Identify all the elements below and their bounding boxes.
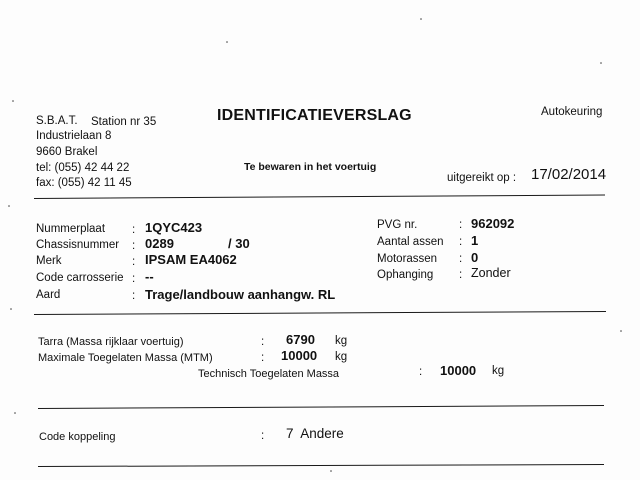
sep-mtm: : [261,352,265,364]
company-street: Industrielaan 8 [36,130,112,142]
issued-date: 17/02/2014 [531,166,607,183]
sep-merk: : [132,256,136,268]
sep-nummerplaat: : [132,224,136,236]
label-aard: Aard [36,289,61,301]
company-fax: fax: (055) 42 11 45 [36,177,132,189]
document-category: Autokeuring [541,106,603,118]
document-title: IDENTIFICATIEVERSLAG [217,107,412,124]
label-code-koppeling: Code koppeling [39,431,116,443]
unit-mtm: kg [335,351,348,363]
label-pvg-nr: PVG nr. [377,219,418,231]
sep-code-carrosserie: : [132,273,136,285]
scan-speck [620,330,622,332]
value-chassisnummer-extra: / 30 [228,236,250,251]
label-mtm: Maximale Toegelaten Massa (MTM) [38,352,213,364]
sep-pvg-nr: : [459,219,463,231]
value-ophanging: Zonder [471,266,511,280]
label-nummerplaat: Nummerplaat [36,223,106,235]
value-code-carrosserie: -- [145,269,154,284]
value-tarra: 6790 [286,332,315,347]
value-mtm: 10000 [281,348,318,363]
value-pvg-nr: 962092 [471,216,515,231]
value-code-koppeling: 7 Andere [286,426,344,441]
scan-speck [12,100,14,102]
label-merk: Merk [36,255,62,267]
divider-line [38,405,604,409]
unit-technisch: kg [492,365,505,377]
scan-speck [330,470,332,472]
value-merk: IPSAM EA4062 [145,252,237,267]
value-aard: Trage/landbouw aanhangw. RL [145,287,336,302]
divider-line [38,464,604,467]
divider-line [34,311,606,315]
sep-tarra: : [261,336,265,348]
company-name: S.B.A.T. [36,115,78,127]
company-tel: tel: (055) 42 44 22 [36,162,130,174]
issued-label: uitgereikt op : [447,172,517,184]
unit-tarra: kg [335,335,348,347]
document-subtitle: Te bewaren in het voertuig [244,161,377,173]
company-city: 9660 Brakel [36,146,98,158]
sep-chassisnummer: : [132,240,136,252]
scan-speck [420,18,422,20]
label-ophanging: Ophanging [377,269,434,281]
label-aantal-assen: Aantal assen [377,236,444,248]
divider-line [34,195,605,200]
scan-speck [14,412,16,414]
value-chassisnummer: 0289 [145,236,174,251]
sep-aard: : [132,290,136,302]
value-nummerplaat: 1QYC423 [145,220,203,235]
label-motorassen: Motorassen [377,253,438,265]
value-aantal-assen: 1 [471,233,479,248]
sep-aantal-assen: : [459,236,463,248]
value-technisch: 10000 [440,363,477,378]
station-number: Station nr 35 [91,116,157,128]
sep-code-koppeling: : [261,430,265,442]
sep-technisch: : [419,366,423,378]
label-chassisnummer: Chassisnummer [36,239,120,251]
sep-ophanging: : [459,269,463,281]
value-motorassen: 0 [471,250,479,265]
scan-speck [600,62,602,64]
scan-speck [8,205,10,207]
scan-speck [226,41,228,43]
scan-speck [10,308,12,310]
label-code-carrosserie: Code carrosserie [36,272,124,284]
sep-motorassen: : [459,253,463,265]
label-technisch: Technisch Toegelaten Massa [198,368,340,380]
label-tarra: Tarra (Massa rijklaar voertuig) [38,336,184,348]
